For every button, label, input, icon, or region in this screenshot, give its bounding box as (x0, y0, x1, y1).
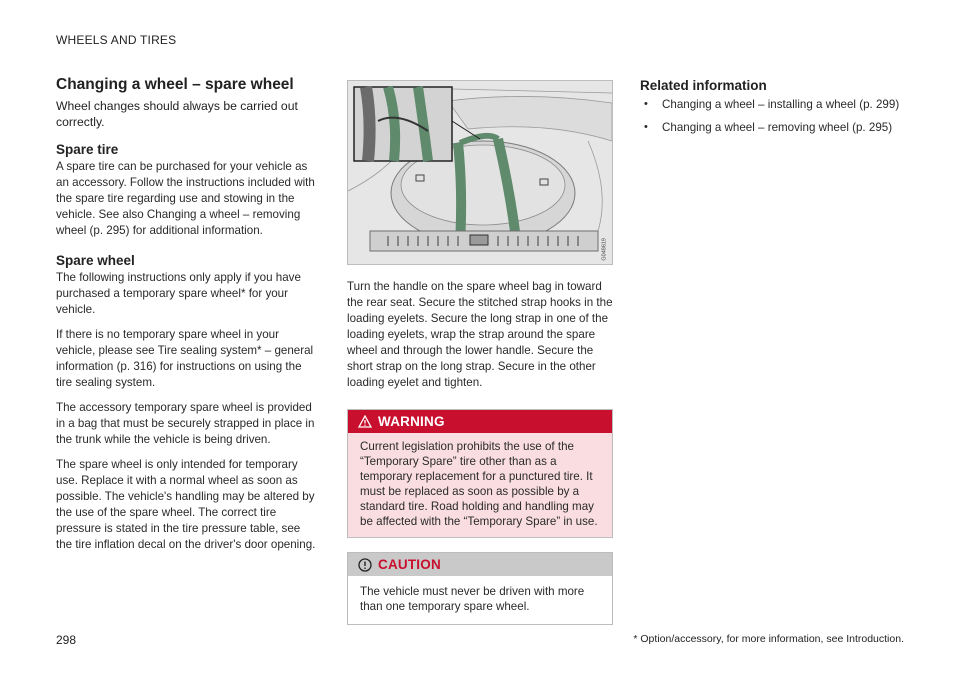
spare-wheel-heading: Spare wheel (56, 253, 135, 268)
column-middle (347, 80, 613, 625)
spare-wheel-paragraph: If there is no temporary spare wheel in your vehicle, please see Tire sealing system* – general information (p. 316) for instructions on using the tire sealing system. (56, 328, 314, 389)
figure-id: G048619 (602, 238, 608, 261)
exclamation-circle-icon (358, 558, 372, 572)
warning-text: Current legislation prohibits the use of the “Temporary Spare” tire other than as a temporary replacement for a punctured tire. It must be replaced as soon as possible by a standard tire. Road holding and handling may be affected with the “Temporary Spare” in use. (348, 433, 612, 537)
trunk-drawing (348, 81, 612, 264)
warning-box (347, 409, 613, 538)
caution-header (348, 553, 612, 576)
related-links-list (640, 97, 910, 135)
caution-text: The vehicle must never be driven with more than one temporary spare wheel. (360, 585, 585, 613)
warning-label: WARNING (378, 414, 445, 429)
warning-header (348, 410, 612, 433)
spare-wheel-paragraph: The accessory temporary spare wheel is provided in a bag that must be securely strapped in place in the trunk while the vehicle is being driven. (56, 401, 315, 446)
caution-label: CAUTION (378, 557, 441, 572)
related-link-installing-wheel[interactable]: • Changing a wheel – installing a wheel (p. 299) (644, 98, 900, 111)
column-left (56, 76, 318, 562)
footnote: * Option/accessory, for more information, see Introduction. (633, 633, 904, 645)
spare-wheel-paragraph: The following instructions only apply if you have purchased a temporary spare wheel* for your vehicle. (56, 271, 301, 316)
bullet: • (644, 98, 648, 110)
spare-wheel-paragraph: The spare wheel is only intended for temporary use. Replace it with a normal wheel as soon as possible. The vehicle's handling may be altered by the use of the spare wheel. The correct tire pressure is stated in the tire pressure table, see the tire inflation decal on the driver's door opening. (56, 458, 316, 551)
spare-tire-text: A spare tire can be purchased for your vehicle as an accessory. Follow the instructions included with the spare tire regarding use and stowing in the vehicle. See also Changing a wheel – removing wheel (p. 295) for additional information. (56, 160, 315, 237)
warning-triangle-icon (358, 415, 372, 428)
section-header: WHEELS AND TIRES (56, 33, 177, 47)
lead-text: Wheel changes should always be carried out correctly. (56, 99, 298, 129)
bullet: • (644, 121, 648, 133)
instruction-text: Turn the handle on the spare wheel bag in toward the rear seat. Secure the stitched strap hooks in the loading eyelets. Secure the long strap in one of the loading eyelets, wrap the strap around the spare wheel and through the lower handle. Secure the short strap on the long strap. Secure in the other loading eyelet and tighten. (347, 280, 613, 389)
related-link-removing-wheel[interactable]: • Changing a wheel – removing wheel (p. 295) (644, 121, 893, 134)
spare-tire-heading: Spare tire (56, 142, 119, 157)
related-information-heading: Related information (640, 78, 767, 93)
column-right (640, 78, 910, 143)
page-number: 298 (56, 633, 77, 647)
spare-wheel-illustration (347, 80, 613, 265)
page-title: Changing a wheel – spare wheel (56, 76, 294, 93)
caution-box (347, 552, 613, 625)
